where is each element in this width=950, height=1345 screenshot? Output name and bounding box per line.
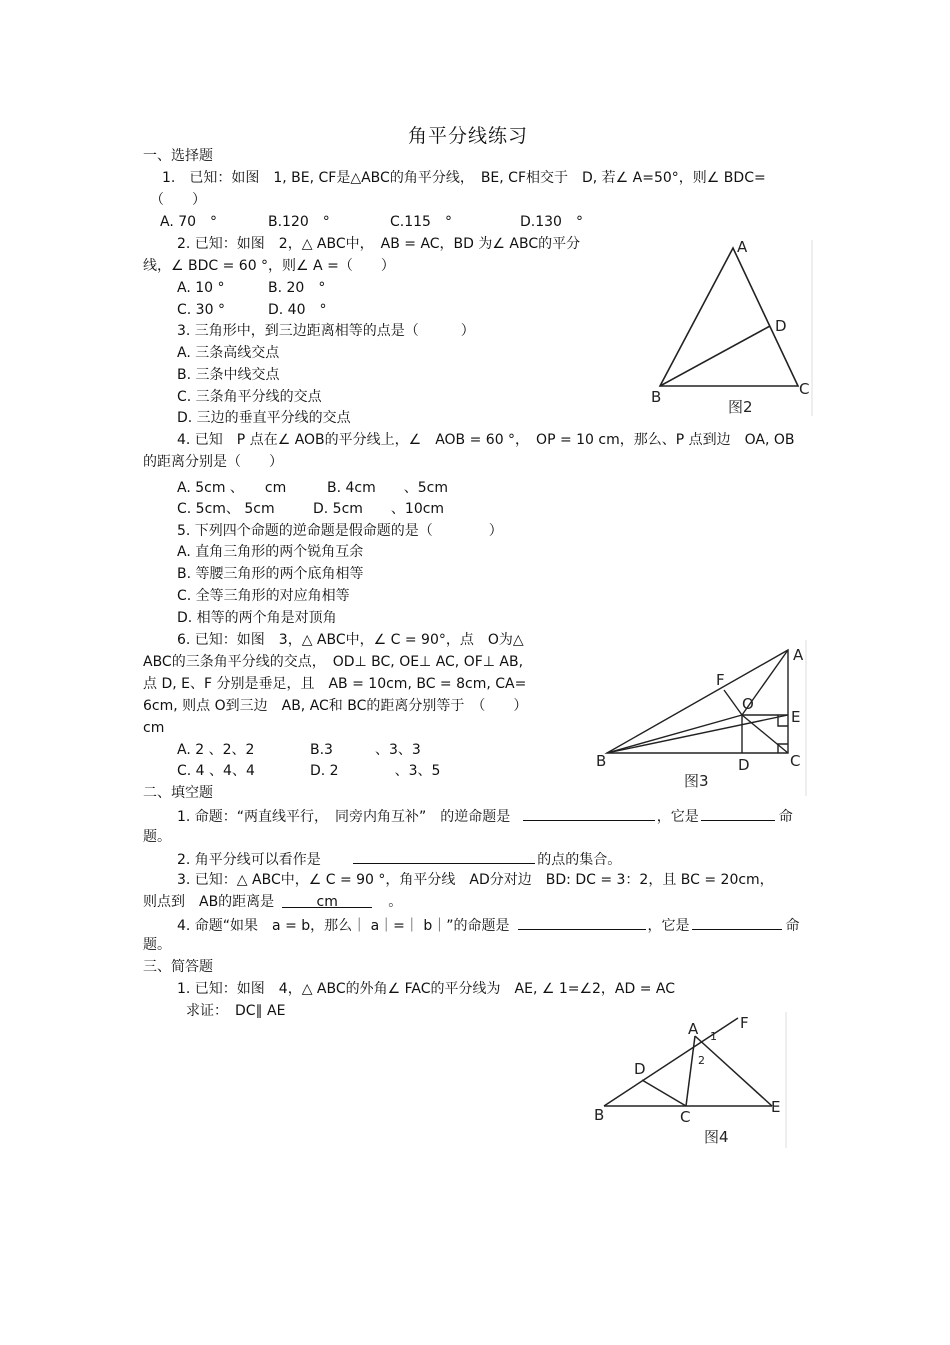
fig4-caption: 图4 bbox=[704, 1128, 729, 1146]
figure-4 bbox=[590, 1010, 790, 1150]
fig2-label-b: B bbox=[651, 388, 662, 406]
fig3-label-c: C bbox=[790, 752, 801, 770]
fig3-label-a: A bbox=[793, 646, 804, 664]
fig2-label-c: C bbox=[799, 380, 810, 398]
fill-1-text: 1. 命题：“两直线平行， 同旁内角互补” 的逆命题是 bbox=[177, 809, 511, 825]
q6-option-a: A. 2 、2、2 bbox=[177, 742, 255, 758]
fill-4-blank-2[interactable] bbox=[692, 915, 782, 930]
q5-stem: 5. 下列四个命题的逆命题是假命题的是（ ） bbox=[177, 523, 503, 539]
section-choice: 一、选择题 bbox=[143, 148, 213, 164]
fill-4-text-3: 命 bbox=[785, 918, 800, 934]
figure-3 bbox=[592, 638, 810, 798]
fill-3-blank[interactable] bbox=[282, 893, 372, 908]
fig3-line-oc bbox=[742, 715, 788, 753]
fig3-triangle bbox=[607, 650, 788, 753]
fig3-perp-of bbox=[724, 690, 742, 715]
fig3-label-e: E bbox=[791, 708, 801, 726]
q6-stem-2: ABC的三条角平分线的交点， OD⊥ BC, OE⊥ AC, OF⊥ AB, bbox=[143, 654, 524, 670]
q4-option-d: D. 5cm 、10cm bbox=[313, 501, 445, 517]
figure-2 bbox=[648, 236, 818, 418]
fill-3: 3. 已知：△ ABC中，∠ C = 90 °，角平分线 AD分对边 BD: DC = 3：2，且 BC = 20cm， bbox=[177, 872, 774, 888]
q6-option-d: D. 2 、3、5 bbox=[310, 763, 441, 779]
q4-option-b: B. 4cm 、5cm bbox=[327, 480, 448, 496]
q2-stem: 2. 已知：如图 2，△ ABC中， AB = AC，BD 为∠ ABC的平分 bbox=[177, 236, 581, 252]
q1-paren: （ ） bbox=[150, 192, 206, 208]
fig4-angle-1: 1 bbox=[710, 1030, 717, 1043]
q3-option-c: C. 三条角平分线的交点 bbox=[177, 389, 322, 405]
fig4-angle-2: 2 bbox=[698, 1054, 705, 1067]
fig3-label-f: F bbox=[716, 671, 725, 689]
fig3-label-d: D bbox=[738, 756, 750, 774]
fill-1-text-2: ，它是 bbox=[656, 809, 699, 825]
fig3-line-bo bbox=[607, 715, 742, 753]
fig3-label-b: B bbox=[596, 752, 607, 770]
answer-1-prove: 求证： DC∥ AE bbox=[186, 1003, 286, 1019]
q1-option-d: D.130 ° bbox=[520, 214, 583, 230]
q5-option-a: A. 直角三角形的两个锐角互余 bbox=[177, 544, 364, 560]
fig2-label-d: D bbox=[775, 317, 787, 335]
fill-3-unit: cm bbox=[316, 894, 338, 910]
q5-option-b: B. 等腰三角形的两个底角相等 bbox=[177, 566, 364, 582]
q6-stem-1: 6. 已知：如图 3，△ ABC中，∠ C = 90°，点 O为△ bbox=[177, 632, 524, 648]
fig4-label-a: A bbox=[688, 1020, 699, 1038]
fig3-line-be bbox=[607, 715, 788, 753]
fill-1 bbox=[177, 806, 793, 826]
fill-4-text: 4. 命题“如果 a = b，那么｜ a｜=｜ b｜”的命题是 bbox=[177, 918, 510, 934]
q6-stem-3: 点 D, E、F 分别是垂足，且 AB = 10cm, BC = 8cm, CA= bbox=[143, 676, 527, 692]
fill-2 bbox=[177, 849, 621, 869]
q6-stem-4: 6cm, 则点 O到三边 AB, AC和 BC的距离分别等于 （ ） bbox=[143, 698, 528, 714]
fig2-label-a: A bbox=[737, 238, 748, 256]
fig4-line-ae bbox=[695, 1036, 772, 1106]
page-title: 角平分线练习 bbox=[408, 125, 529, 147]
q4-option-a: A. 5cm 、 cm bbox=[177, 480, 287, 496]
q3-option-d: D. 三边的垂直平分线的交点 bbox=[177, 410, 351, 426]
section-fill: 二、填空题 bbox=[143, 785, 213, 801]
fill-2-blank[interactable] bbox=[353, 849, 535, 864]
fig2-caption: 图2 bbox=[728, 398, 753, 416]
q5-option-c: C. 全等三角形的对应角相等 bbox=[177, 588, 350, 604]
answer-1-stem: 1. 已知：如图 4，△ ABC的外角∠ FAC的平分线为 AE, ∠ 1=∠2，AD = AC bbox=[177, 981, 676, 997]
q4-stem: 4. 已知 P 点在∠ AOB的平分线上，∠ AOB = 60 °， OP = 10 cm，那么、P 点到边 OA, OB bbox=[177, 432, 795, 448]
fig4-line-dc bbox=[642, 1080, 686, 1106]
q2-option-b: B. 20 ° bbox=[268, 280, 326, 296]
fig4-label-d: D bbox=[634, 1060, 646, 1078]
fill-3-cont bbox=[143, 893, 402, 911]
fill-4-end: 题。 bbox=[143, 937, 171, 953]
q4-stem-cont: 的距离分别是（ ） bbox=[143, 454, 283, 470]
fill-1-end: 题。 bbox=[143, 829, 171, 845]
q2-option-a: A. 10 ° bbox=[177, 280, 225, 296]
fill-3-text: 则点到 AB的距离是 bbox=[143, 894, 275, 910]
q1-option-c: C.115 ° bbox=[390, 214, 452, 230]
section-answer: 三、简答题 bbox=[143, 959, 213, 975]
fill-4 bbox=[177, 915, 800, 935]
fill-1-text-3: 命 bbox=[778, 809, 793, 825]
fig4-label-c: C bbox=[680, 1108, 691, 1126]
fig4-label-b: B bbox=[594, 1106, 605, 1124]
fig4-line-ac bbox=[686, 1036, 695, 1106]
fill-1-blank-1[interactable] bbox=[523, 806, 655, 821]
q1-stem: 1. 已知：如图 1, BE, CF是△ABC的角平分线， BE, CF相交于 D, 若∠ A=50°，则∠ BDC= bbox=[162, 170, 766, 186]
fig3-caption: 图3 bbox=[684, 772, 709, 790]
q1-option-a: A. 70 ° bbox=[160, 214, 218, 230]
q6-option-c: C. 4 、4、4 bbox=[177, 763, 255, 779]
q2-stem-cont: 线，∠ BDC = 60 °，则∠ A =（ ） bbox=[143, 258, 395, 274]
q3-option-b: B. 三条中线交点 bbox=[177, 367, 280, 383]
q4-option-c: C. 5cm、 5cm bbox=[177, 501, 275, 517]
q5-option-d: D. 相等的两个角是对顶角 bbox=[177, 610, 337, 626]
fill-3-end: 。 bbox=[388, 894, 403, 910]
q1-option-b: B.120 ° bbox=[268, 214, 330, 230]
fig3-label-o: O bbox=[742, 695, 754, 713]
q2-option-d: D. 40 ° bbox=[268, 302, 327, 318]
q6-option-b: B.3 、3、3 bbox=[310, 742, 421, 758]
fill-4-blank-1[interactable] bbox=[518, 915, 646, 930]
q3-stem: 3. 三角形中，到三边距离相等的点是（ ） bbox=[177, 323, 475, 339]
fig4-line-bf bbox=[604, 1018, 738, 1106]
q3-option-a: A. 三条高线交点 bbox=[177, 345, 280, 361]
fig4-label-f: F bbox=[740, 1014, 749, 1032]
fill-1-blank-2[interactable] bbox=[701, 806, 775, 821]
fig4-label-e: E bbox=[771, 1098, 781, 1116]
fill-2-text: 2. 角平分线可以看作是 bbox=[177, 852, 321, 868]
fill-4-text-2: ，它是 bbox=[647, 918, 690, 934]
fill-2-text-2: 的点的集合。 bbox=[537, 852, 622, 868]
q2-option-c: C. 30 ° bbox=[177, 302, 225, 318]
q6-stem-5: cm bbox=[143, 720, 165, 736]
